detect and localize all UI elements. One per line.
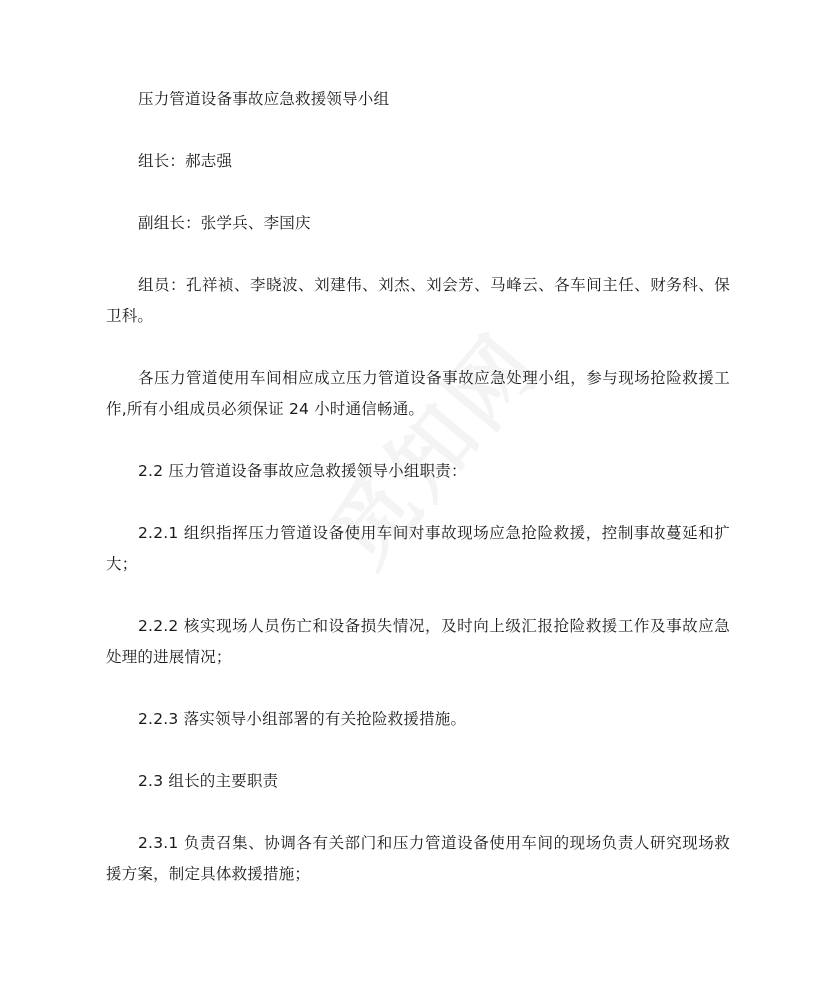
team-leader: 组长：郝志强 — [138, 152, 233, 170]
item-2-2-1: 2.2.1 组织指挥压力管道设备使用车间对事故现场应急抢险救援，控制事故蔓延和扩大； — [106, 524, 730, 573]
item-2-3-1: 2.3.1 负责召集、协调各有关部门和压力管道设备使用车间的现场负责人研究现场救援方案，制定具体救援措施； — [106, 834, 730, 883]
section-title: 压力管道设备事故应急救援领导小组 — [138, 90, 390, 108]
heading-2-3: 2.3 组长的主要职责 — [138, 772, 279, 790]
item-2-2-2: 2.2.2 核实现场人员伤亡和设备损失情况，及时向上级汇报抢险救援工作及事故应急处理的进展情况； — [106, 617, 730, 666]
team-members: 组员：孔祥祯、李晓波、刘建伟、刘杰、刘会芳、马峰云、各车间主任、财务科、保卫科。 — [106, 276, 730, 325]
workshop-teams: 各压力管道使用车间相应成立压力管道设备事故应急处理小组，参与现场抢险救援工作,所有小组成员必须保证 24 小时通信畅通。 — [106, 369, 730, 418]
item-2-2-3: 2.2.3 落实领导小组部署的有关抢险救援措施。 — [138, 710, 467, 728]
heading-2-2: 2.2 压力管道设备事故应急救援领导小组职责： — [138, 462, 467, 480]
deputy-leaders: 副组长：张学兵、李国庆 — [138, 214, 311, 232]
